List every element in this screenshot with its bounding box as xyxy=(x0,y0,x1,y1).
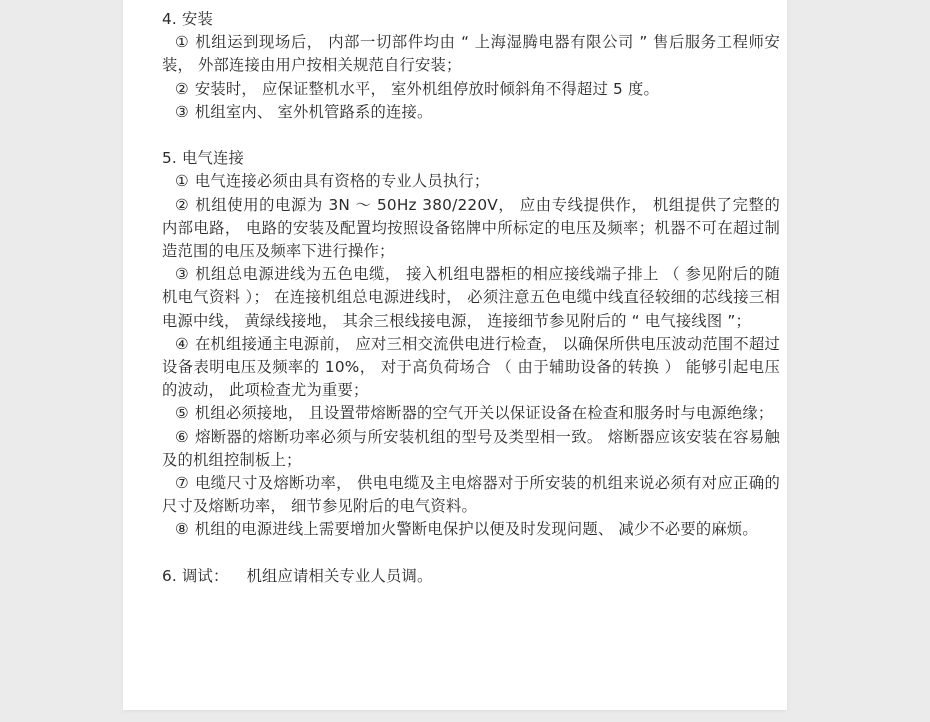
item-mark: ② xyxy=(175,195,190,214)
item-text: 机组使用的电源为 3N ～ 50Hz 380/220V， 应由专线提供作， 机组提供了完整的内部电路， 电路的安装及配置均按照设备铭牌中所标定的电压及频率；机器不可在超过制造范围的电压及频率下进行操作； xyxy=(162,195,781,261)
install-item-1 xyxy=(162,31,780,77)
item-text: 在机组接通主电源前， 应对三相交流供电进行检查， 以确保所供电压波动范围不超过设备表明电压及频率的 10%， 对于高负荷场合 （ 由于辅助设备的转换 ） 能够引起电压的波动， 此项检查尤为重要； xyxy=(162,334,781,400)
item-text: 电缆尺寸及熔断功率， 供电电缆及主电熔器对于所安装的机组来说必须有对应正确的尺寸及熔断功率， 细节参见附后的电气资料。 xyxy=(162,474,780,516)
item-text: 机组室内、 室外机管路系的连接。 xyxy=(194,102,433,121)
electrical-item-5 xyxy=(162,402,780,425)
electrical-item-3 xyxy=(162,263,780,333)
electrical-item-8 xyxy=(162,518,780,541)
item-mark: ③ xyxy=(175,102,189,121)
electrical-item-7 xyxy=(162,472,780,518)
item-mark: ① xyxy=(175,172,189,191)
item-text: 机组总电源进线为五色电缆， 接入机组电器柜的相应接线端子排上 （ 参见附后的随机电气资料 ）； 在连接机组总电源进线时， 必须注意五色电缆中线直径较细的芯线接三相电源中线， 黄绿线接地， 其余三根线接电源， 连接细节参见附后的 “ 电气接线图 ”； xyxy=(162,265,781,330)
electrical-item-6 xyxy=(162,426,780,472)
item-mark: ① xyxy=(175,33,190,52)
section-spacer xyxy=(162,542,780,565)
item-mark: ② xyxy=(175,79,189,98)
electrical-item-4 xyxy=(162,333,780,403)
item-text: 机组必须接地， 且设置带熔断器的空气开关以保证设备在检查和服务时与电源绝缘； xyxy=(194,404,774,423)
section-heading-electrical: 5. 电气连接 xyxy=(162,149,245,168)
install-item-3 xyxy=(162,101,780,124)
item-text: 安装时， 应保证整机水平， 室外机组停放时倾斜角不得超过 5 度。 xyxy=(194,79,660,98)
electrical-item-1 xyxy=(162,170,780,193)
document-body xyxy=(162,8,780,588)
item-text: 熔断器的熔断功率必须与所安装机组的型号及类型相一致。 熔断器应该安装在容易触及的机组控制板上； xyxy=(162,427,780,469)
item-mark: ⑧ xyxy=(175,520,189,539)
item-mark: ③ xyxy=(175,265,190,284)
electrical-item-2 xyxy=(162,194,780,264)
item-text: 电气连接必须由具有资格的专业人员执行； xyxy=(194,172,490,191)
item-text: 机组的电源进线上需要增加火警断电保护以便及时发现问题、 减少不必要的麻烦。 xyxy=(194,520,758,539)
section-commissioning xyxy=(162,565,780,588)
install-item-2 xyxy=(162,78,780,101)
commissioning-text: 机组应请相关专业人员调。 xyxy=(246,566,433,585)
section-heading-commissioning: 6. 调试： xyxy=(162,566,229,585)
section-spacer xyxy=(162,124,780,147)
item-mark: ⑤ xyxy=(175,404,189,423)
item-mark: ④ xyxy=(175,334,189,353)
item-text: 机组运到现场后， 内部一切部件均由 “ 上海湿腾电器有限公司 ” 售后服务工程师安装， 外部连接由用户按相关规范自行安装； xyxy=(162,33,780,75)
item-mark: ⑥ xyxy=(175,427,190,446)
item-mark: ⑦ xyxy=(175,474,190,493)
section-heading-install: 4. 安装 xyxy=(162,10,214,28)
